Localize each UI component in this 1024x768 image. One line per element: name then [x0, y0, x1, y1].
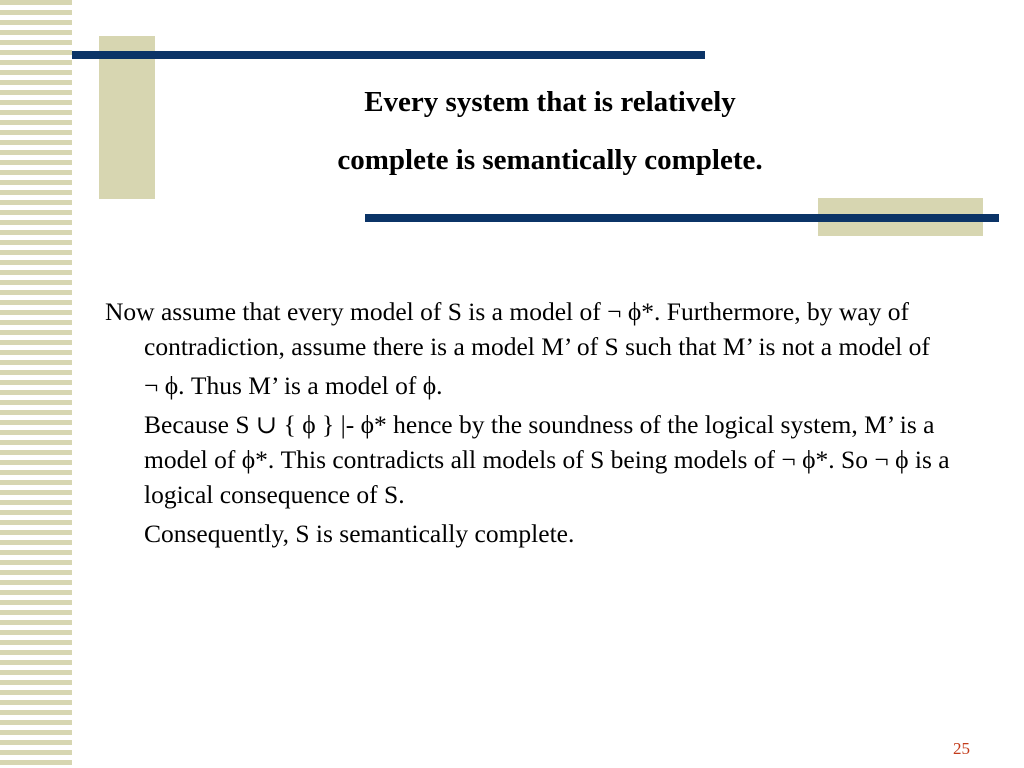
body-paragraph-negation: ¬ ϕ. Thus M’ is a model of ϕ.	[144, 371, 443, 400]
decorative-bar-top	[72, 51, 705, 59]
body-paragraph-soundness: Because S ∪ { ϕ } |- ϕ* hence by the soundness of the logical system, M’ is a model of ϕ*. This contradicts all models of S being models of ¬ ϕ*. So ¬ ϕ is a logical consequence of S.	[144, 410, 950, 509]
body-paragraph-assumption: Now assume that every model of S is a model of ¬ ϕ*. Furthermore, by way of contradiction, assume there is a model M’ of S such that M’ is not a model of	[105, 297, 930, 361]
slide-title-line-1: Every system that is relatively	[364, 86, 736, 118]
left-striped-border	[0, 0, 72, 768]
slide-title	[250, 88, 850, 175]
body-paragraph-conclusion: Consequently, S is semantically complete.	[144, 519, 575, 548]
decorative-bar-bottom	[365, 214, 999, 222]
slide-body	[105, 294, 985, 551]
decorative-block-top	[99, 36, 155, 199]
page-number: 25	[953, 739, 970, 758]
slide-title-line-2: complete is semantically complete.	[337, 144, 763, 176]
